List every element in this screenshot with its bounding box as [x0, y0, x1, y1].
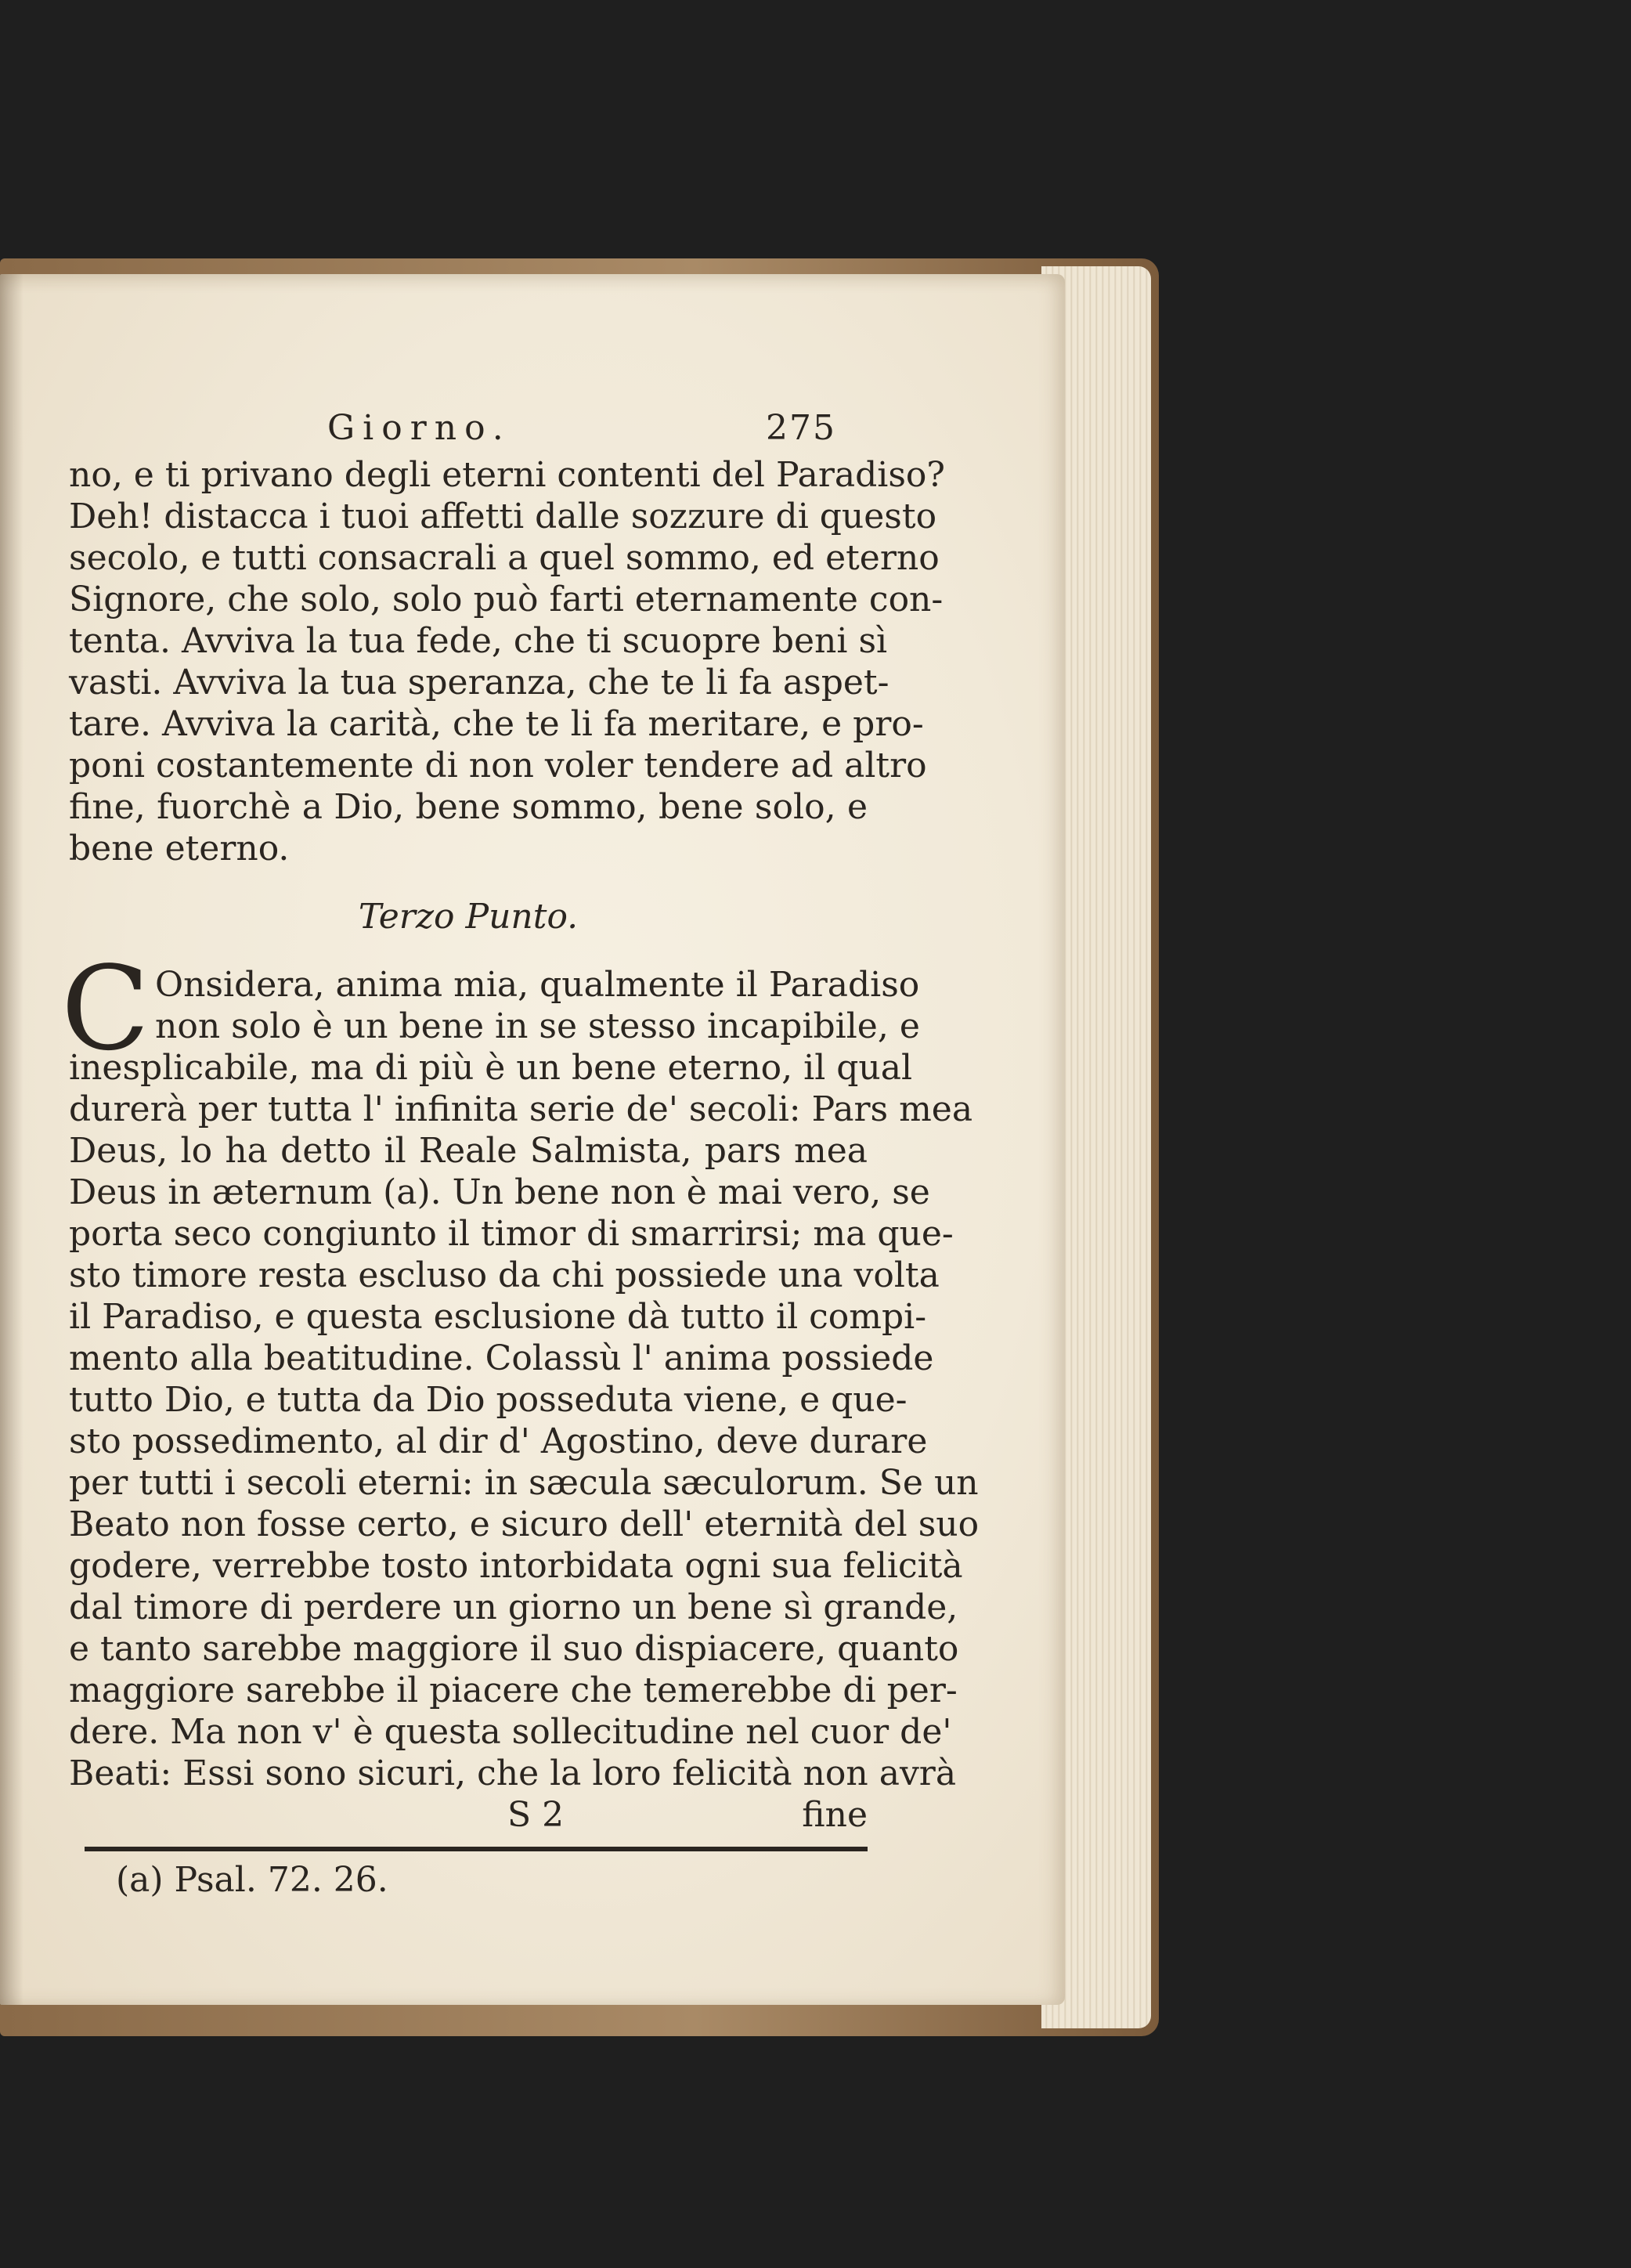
text-line: no, e ti privano degli eterni contenti del Paradiso?	[69, 455, 945, 495]
text-line: fine, fuorchè a Dio, bene sommo, bene solo, e	[69, 787, 868, 827]
book	[0, 251, 1167, 2036]
text-line: tare. Avviva la carità, che te li fa meritare, e pro-	[69, 704, 924, 744]
paragraph-2	[61, 941, 980, 1794]
text-line: secolo, e tutti consacrali a quel sommo, ed eterno	[69, 538, 940, 578]
signature-mark: S 2	[507, 1795, 565, 1835]
text-line: sto timore resta escluso da chi possiede una volta	[69, 1255, 940, 1295]
text-line: Onsidera, anima mia, qualmente il Paradiso	[155, 965, 920, 1005]
text-line: vasti. Avviva la tua speranza, che te li fa aspet-	[69, 663, 889, 702]
footnote: (a) Psal. 72. 26.	[116, 1860, 388, 1900]
running-head	[69, 407, 868, 454]
text-line: Signore, che solo, solo può farti eternamente con-	[69, 580, 944, 619]
catchword: fine	[802, 1795, 868, 1835]
footnote-rule	[85, 1847, 868, 1851]
book-page	[0, 274, 1065, 2005]
text-line: tenta. Avviva la tua fede, che ti scuopre beni sì	[69, 621, 888, 661]
text-line: il Paradiso, e questa esclusione dà tutto il compi-	[69, 1297, 927, 1337]
text-line: tutto Dio, e tutta da Dio posseduta viene, e que-	[69, 1380, 908, 1420]
text-line: Deus, lo ha detto il Reale Salmista, pars mea	[69, 1131, 868, 1171]
text-line: maggiore sarebbe il piacere che temerebbe di per-	[69, 1670, 958, 1710]
text-line: non solo è un bene in se stesso incapibile, e	[155, 1006, 920, 1046]
text-block	[61, 407, 980, 1901]
text-line: poni costantemente di non voler tendere ad altro	[69, 746, 927, 785]
text-line: dere. Ma non v' è questa sollecitudine nel cuor de'	[69, 1712, 952, 1752]
signature-line	[69, 1794, 868, 1836]
text-line: sto possedimento, al dir d' Agostino, deve durare	[69, 1421, 928, 1461]
text-line: dal timore di perdere un giorno un bene sì grande,	[69, 1587, 958, 1627]
text-line: Beati: Essi sono sicuri, che la loro felicità non avrà	[69, 1753, 957, 1793]
drop-cap: C	[61, 941, 150, 1076]
text-line: godere, verrebbe tosto intorbidata ogni sua felicità	[69, 1546, 963, 1586]
page-gutter-shadow	[0, 274, 23, 2005]
text-line: porta seco congiunto il timor di smarrirsi; ma que-	[69, 1214, 954, 1254]
paragraph-1	[69, 454, 945, 869]
text-line: Deh! distacca i tuoi affetti dalle sozzure di questo	[69, 497, 937, 536]
text-line: mento alla beatitudine. Colassù l' anima possiede	[69, 1338, 934, 1378]
text-line: Beato non fosse certo, e sicuro dell' eternità del suo	[69, 1504, 980, 1544]
text-line: inesplicabile, ma di più è un bene eterno, il qual	[69, 1048, 913, 1088]
text-line: e tanto sarebbe maggiore il suo dispiacere, quanto	[69, 1629, 959, 1669]
text-line: bene eterno.	[69, 829, 290, 869]
section-heading: Terzo Punto.	[358, 897, 579, 937]
text-line: Deus in æternum (a). Un bene non è mai vero, se	[69, 1172, 930, 1212]
text-line: durerà per tutta l' infinita serie de' secoli: Pars mea	[69, 1089, 973, 1129]
running-title: Giorno.	[327, 408, 511, 448]
text-line: per tutti i secoli eterni: in sæcula sæculorum. Se un	[69, 1463, 979, 1503]
page-number: 275	[766, 408, 836, 448]
